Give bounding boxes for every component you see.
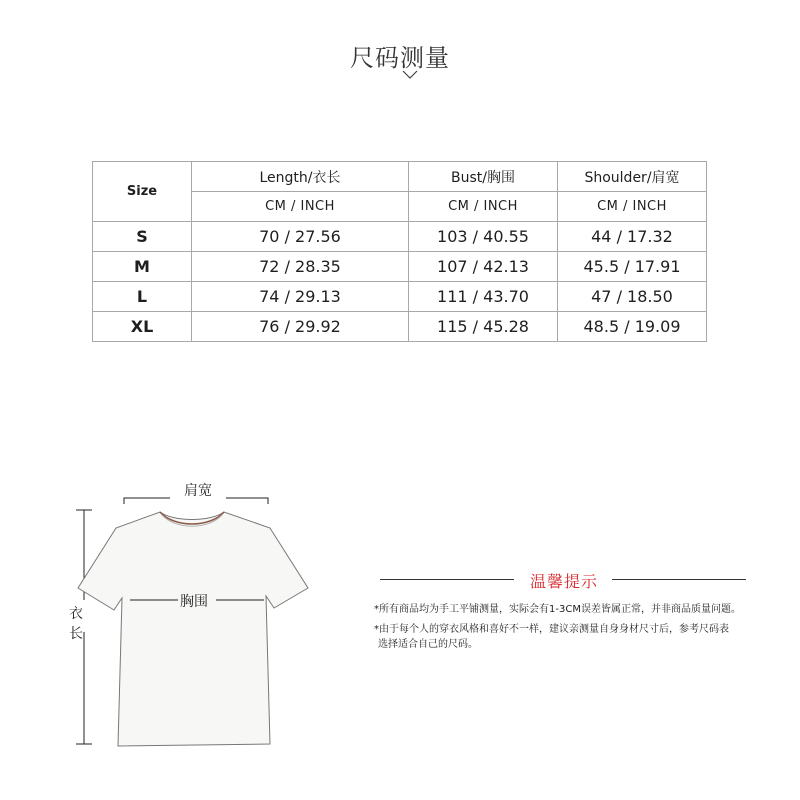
unit-bust: CM / INCH bbox=[409, 192, 558, 222]
length-cell: 72 / 28.35 bbox=[192, 252, 409, 282]
unit-length: CM / INCH bbox=[192, 192, 409, 222]
shoulder-cell: 47 / 18.50 bbox=[558, 282, 707, 312]
size-cell: M bbox=[93, 252, 192, 282]
tshirt-shape bbox=[78, 512, 308, 746]
shoulder-cell: 45.5 / 17.91 bbox=[558, 252, 707, 282]
tip-text: 选择适合自己的尺码。 bbox=[378, 639, 478, 650]
size-table bbox=[92, 161, 707, 342]
page-title: 尺码测量 bbox=[350, 44, 450, 72]
tshirt-diagram bbox=[60, 470, 340, 760]
length-label: 衣长 bbox=[69, 606, 83, 642]
column-header-length: Length/衣长 bbox=[192, 162, 409, 192]
bust-cell: 111 / 43.70 bbox=[409, 282, 558, 312]
bust-label: 胸围 bbox=[180, 594, 208, 610]
column-header-bust: Bust/胸围 bbox=[409, 162, 558, 192]
length-cell: 70 / 27.56 bbox=[192, 222, 409, 252]
length-cell: 76 / 29.92 bbox=[192, 312, 409, 342]
length-cell: 74 / 29.13 bbox=[192, 282, 409, 312]
tip-text: *所有商品均为手工平铺测量，实际会有1-3CM误差皆属正常，并非商品质量问题。 bbox=[374, 604, 741, 615]
size-cell: S bbox=[93, 222, 192, 252]
bust-cell: 103 / 40.55 bbox=[409, 222, 558, 252]
size-cell: L bbox=[93, 282, 192, 312]
unit-shoulder: CM / INCH bbox=[558, 192, 707, 222]
shoulder-label: 肩宽 bbox=[184, 483, 212, 499]
tips-divider-left bbox=[380, 579, 514, 580]
size-header: Size bbox=[93, 162, 192, 222]
tips-divider-right bbox=[612, 579, 746, 580]
table-row bbox=[93, 252, 707, 282]
bust-cell: 115 / 45.28 bbox=[409, 312, 558, 342]
table-row bbox=[93, 282, 707, 312]
table-header-row bbox=[93, 162, 707, 192]
table-row bbox=[93, 222, 707, 252]
size-cell: XL bbox=[93, 312, 192, 342]
tips-title: 温馨提示 bbox=[529, 572, 598, 591]
table-row bbox=[93, 312, 707, 342]
shoulder-cell: 48.5 / 19.09 bbox=[558, 312, 707, 342]
shoulder-cell: 44 / 17.32 bbox=[558, 222, 707, 252]
chevron-down-icon bbox=[402, 70, 418, 80]
column-header-shoulder: Shoulder/肩宽 bbox=[558, 162, 707, 192]
bust-cell: 107 / 42.13 bbox=[409, 252, 558, 282]
tip-text: *由于每个人的穿衣风格和喜好不一样，建议亲测量自身身材尺寸后，参考尺码表 bbox=[374, 624, 729, 635]
